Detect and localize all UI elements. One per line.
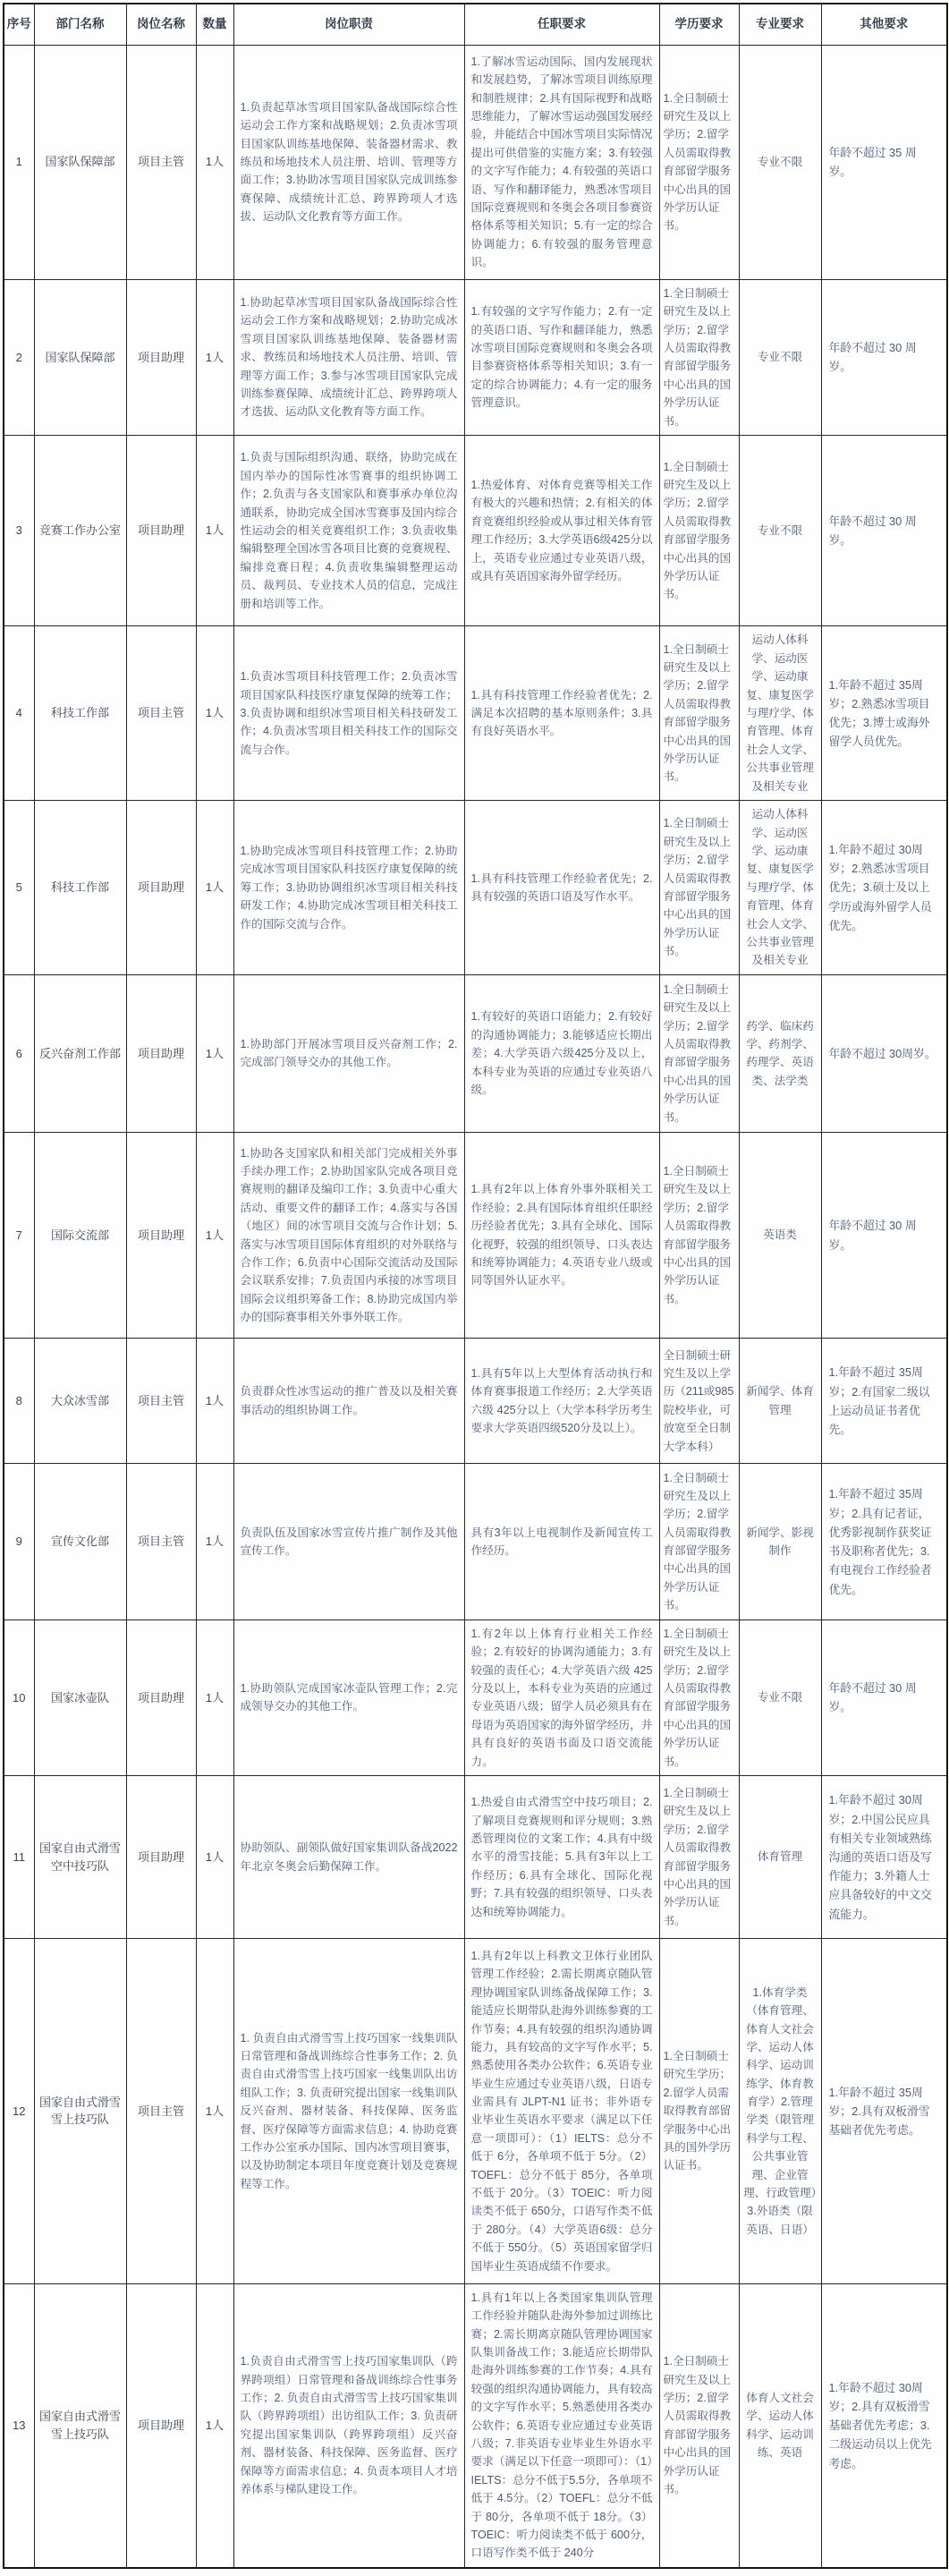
requirements-cell: 1.有较好的英语口语能力；2.有较好的沟通协调能力；3.能够适应长期出差；4.大学英语六级425分及以上，本科专业为英语的应通过专业英语八级。 — [464, 974, 659, 1132]
serial-cell: 5 — [4, 801, 34, 975]
department-cell: 竞赛工作办公室 — [34, 436, 126, 626]
education-cell: 1.全日制硕士研究生及以上学历；2.留学人员需取得教育部留学服务中心出具的国外学历认证书。 — [659, 436, 739, 626]
requirements-cell: 1.具有2年以上科教文卫体行业团队管理工作经验；2.需长期离京随队管理协调国家队训练备战保障工作；3.能适应长期带队赴海外训练参赛的工作节奏；4.具有较强的组织沟通协调能力，具有较高的文字写作水平；5.熟悉使用各类办公软件；6.英语专业毕业生应通过专业英语八级，日语专业需具有 JLPT-N1 证书；非外语专业毕业生英语水平要求（满足以下任意一项即可）：（1）IELTS：总分不低于 6分，各单项不低于 5分。（2）TOEFL：总分不低于 85分，各单项不低于 20分。（3）TOEIC：听力阅读类不低于 650分，口语写作类不低于 280分。（4）大学英语6级：总分不低于 550分。（5）英语国家留学归国毕业生英语成绩不作要求。 — [464, 1939, 659, 2283]
major-cell: 专业不限 — [739, 1620, 821, 1775]
major-cell: 英语类 — [739, 1133, 821, 1339]
requirements-cell: 1.热爱体育、对体育竞赛等相关工作有极大的兴趣和热情；2.有相关的体育竞赛组织经验或从事过相关体育管理工作经历；3.大学英语6级425分以上，英语专业应通过专业英语八级，或具有英语国家海外留学经历。 — [464, 436, 659, 626]
other-cell: 年龄不超过 35 周岁。 — [821, 45, 947, 279]
education-cell: 1.全日制硕士研究生及以上学历；2.留学人员需取得教育部留学服务中心出具的国外学历认证书。 — [659, 2283, 739, 2568]
other-cell: 年龄不超过 30周岁。 — [821, 974, 947, 1132]
department-cell: 国家自由式滑雪雪上技巧队 — [34, 2283, 126, 2568]
header-count: 数量 — [196, 4, 233, 45]
serial-cell: 10 — [4, 1620, 34, 1775]
duties-cell: 协助领队、副领队做好国家集训队备战2022年北京冬奥会后勤保障工作。 — [233, 1776, 464, 1939]
major-cell: 专业不限 — [739, 436, 821, 626]
count-cell: 1人 — [196, 974, 233, 1132]
count-cell: 1人 — [196, 279, 233, 435]
serial-cell: 9 — [4, 1464, 34, 1620]
header-department: 部门名称 — [34, 4, 126, 45]
serial-cell: 8 — [4, 1339, 34, 1464]
department-cell: 国际交流部 — [34, 1133, 126, 1339]
requirements-cell: 1.具有1年以上各类国家集训队管理工作经验并随队赴海外参加过训练比赛；2.需长期离京随队管理协调国家队集训备战工作；3.能适应长期带队赴海外训练参赛的工作节奏；4.具有较强的组织沟通协调能力，具有较高的文字写作水平；5.熟悉使用各类办公软件；6.英语专业应通过专业英语八级；7.非英语专业毕业生外语水平要求（满足以下任意一项即可）：（1）IELTS：总分不低于5.5分，各单项不低于 4.5分。（2）TOEFL：总分不低于 80分，各单项不低于 18分。（3）TOEIC：听力阅读类不低于 600分，口语写作类不低于 240分 — [464, 2283, 659, 2568]
major-cell: 药学、临床药学、药剂学、药理学、英语类、法学类 — [739, 974, 821, 1132]
count-cell: 1人 — [196, 2283, 233, 2568]
table-row — [4, 436, 947, 626]
position-cell: 项目主管 — [126, 626, 196, 801]
department-cell: 反兴奋剂工作部 — [34, 974, 126, 1132]
table-row — [4, 626, 947, 801]
duties-cell: 1.负责自由式滑雪雪上技巧国家集训队（跨界跨项组）日常管理和备战训练综合性事务工作；2. 负责自由式滑雪雪上技巧国家集训队（跨界跨项组）出访组队工作；3. 负责研究提出国家集训队（跨界跨项组）反兴奋剂、器材装备、科技保障、医务监督、医疗保障等方面需求信息；4. 负责本项目人才培养体系与梯队建设工作。 — [233, 2283, 464, 2568]
department-cell: 国家队保障部 — [34, 45, 126, 279]
count-cell: 1人 — [196, 626, 233, 801]
position-cell: 项目助理 — [126, 1133, 196, 1339]
header-serial: 序号 — [4, 4, 34, 45]
duties-cell: 1. 负责自由式滑雪雪上技巧国家一线集训队日常管理和备战训练综合性事务工作；2. 负责自由式滑雪雪上技巧国家一线集训队出访组队工作；3. 负责研究提出国家一线集训队反兴奋剂、器材装备、科技保障、医务监督、医疗保障等方面需求信息；4. 协助竞赛工作办公室承办国际、国内冰雪项目赛事，以及协助制定本项目年度竞赛计划及竞赛规程等工作。 — [233, 1939, 464, 2283]
table-body — [4, 45, 947, 2568]
department-cell: 国家冰壶队 — [34, 1620, 126, 1775]
duties-cell: 负责队伍及国家冰雪宣传片推广制作及其他宣传工作。 — [233, 1464, 464, 1620]
major-cell: 新闻学、影视制作 — [739, 1464, 821, 1620]
education-cell: 1.全日制硕士研究生及以上学历；2.留学人员需取得教育部留学服务中心出具的国外学历认证书。 — [659, 279, 739, 435]
other-cell: 1.年龄不超过 35周岁；2.有国家二级以上运动员证书者优先。 — [821, 1339, 947, 1464]
department-cell: 大众冰雪部 — [34, 1339, 126, 1464]
header-requirements: 任职要求 — [464, 4, 659, 45]
table-row — [4, 1939, 947, 2283]
count-cell: 1人 — [196, 1339, 233, 1464]
education-cell: 1.全日制硕士研究生及以上学历；2.留学人员需取得教育部留学服务中心出具的国外学历认证书。 — [659, 1133, 739, 1339]
education-cell: 1.全日制硕士研究生及以上学历；2.留学人员需取得教育部留学服务中心出具的国外学历认证书。 — [659, 801, 739, 975]
education-cell: 1.全日制硕士研究生及以上学历；2.留学人员需取得教育部留学服务中心出具的国外学历认证书。 — [659, 1620, 739, 1775]
other-cell: 1.年龄不超过 35周岁；2.熟悉冰雪项目优先；3.博士或海外留学人员优先。 — [821, 626, 947, 801]
header-major: 专业要求 — [739, 4, 821, 45]
major-cell: 专业不限 — [739, 45, 821, 279]
serial-cell: 13 — [4, 2283, 34, 2568]
count-cell: 1人 — [196, 1620, 233, 1775]
requirements-cell: 具有3年以上电视制作及新闻宣传工作经历。 — [464, 1464, 659, 1620]
table-row — [4, 974, 947, 1132]
education-cell: 1.全日制硕士研究生及以上学历；2.留学人员需取得教育部留学服务中心出具的国外学历认证书。 — [659, 1776, 739, 1939]
major-cell: 运动人体科学、运动医学、运动康复、康复医学与理疗学、体育管理、体育社会人文学、公共事业管理及相关专业 — [739, 626, 821, 801]
position-cell: 项目主管 — [126, 1339, 196, 1464]
table-row — [4, 1776, 947, 1939]
duties-cell: 1.负责冰雪项目科技管理工作；2.负责冰雪项目国家队科技医疗康复保障的统筹工作；3.负责协调和组织冰雪项目相关科技研发工作；4.负责冰雪项目相关科技工作的国际交流与合作。 — [233, 626, 464, 801]
table-row — [4, 1620, 947, 1775]
education-cell: 全日制硕士研究生及以上学历（211或985院校毕业，可放宽至全日制大学本科） — [659, 1339, 739, 1464]
header-duties: 岗位职责 — [233, 4, 464, 45]
other-cell: 年龄不超过 30 周岁。 — [821, 1620, 947, 1775]
count-cell: 1人 — [196, 1464, 233, 1620]
table-row — [4, 1133, 947, 1339]
other-cell: 1.年龄不超过 30周岁；2.熟悉冰雪项目优先；3.硕士及以上学历或海外留学人员优先。 — [821, 801, 947, 975]
recruitment-table — [3, 3, 948, 2569]
other-cell: 1.年龄不超过 30周岁；2.具有双板滑雪基础者优先考虑；3.二级运动员以上优先考虑。 — [821, 2283, 947, 2568]
other-cell: 年龄不超过 30 周岁。 — [821, 1133, 947, 1339]
department-cell: 国家队保障部 — [34, 279, 126, 435]
requirements-cell: 1.具有5年以上大型体育活动执行和体育赛事报道工作经历；2.大学英语六级 425分以上（大学本科学历考生要求大学英语四级520分及以上）。 — [464, 1339, 659, 1464]
header-row — [4, 4, 947, 45]
serial-cell: 3 — [4, 436, 34, 626]
count-cell: 1人 — [196, 1133, 233, 1339]
education-cell: 1.全日制硕士研究生及以上学历；2.留学人员需取得教育部留学服务中心出具的国外学历认证书。 — [659, 45, 739, 279]
table-row — [4, 801, 947, 975]
position-cell: 项目主管 — [126, 1939, 196, 2283]
count-cell: 1人 — [196, 801, 233, 975]
major-cell: 运动人体科学、运动医学、运动康复、康复医学与理疗学、体育管理、体育社会人文学、公共事业管理及相关专业 — [739, 801, 821, 975]
major-cell: 体育人文社会学、运动人体科学、运动训练、英语 — [739, 2283, 821, 2568]
other-cell: 1.年龄不超过 35周岁；2.具有记者证，优秀影视制作获奖证书及职称者优先；3.有电视台工作经验者优先。 — [821, 1464, 947, 1620]
education-cell: 1.全日制硕士研究生及以上学历；2.留学人员需取得教育部留学服务中心出具的国外学历认证书。 — [659, 974, 739, 1132]
position-cell: 项目助理 — [126, 436, 196, 626]
education-cell: 1.全日制硕士研究生及以上学历；2.留学人员需取得教育部留学服务中心出具的国外学历认证书。 — [659, 626, 739, 801]
major-cell: 专业不限 — [739, 279, 821, 435]
serial-cell: 6 — [4, 974, 34, 1132]
serial-cell: 7 — [4, 1133, 34, 1339]
other-cell: 年龄不超过 30 周岁。 — [821, 436, 947, 626]
department-cell: 科技工作部 — [34, 626, 126, 801]
duties-cell: 1.负责起草冰雪项目国家队备战国际综合性运动会工作方案和战略规划；2.负责冰雪项目国家队训练基地保障、装备器材需求、教练员和场地技术人员注册、培训、管理等方面工作；3.协助冰雪项目国家队完成训练参赛保障、成绩统计汇总、跨界跨项人才选拔、运动队文化教育等方面工作。 — [233, 45, 464, 279]
department-cell: 科技工作部 — [34, 801, 126, 975]
table-row — [4, 45, 947, 279]
count-cell: 1人 — [196, 436, 233, 626]
header-education: 学历要求 — [659, 4, 739, 45]
table-row — [4, 2283, 947, 2568]
requirements-cell: 1.具有科技管理工作经验者优先；2.具有较强的英语口语及写作水平。 — [464, 801, 659, 975]
requirements-cell: 1.具有2年以上体育外事外联相关工作经验；2.具有国际体育组织任职经历经验者优先；3.具有全球化、国际化视野，较强的组织领导、口头表达和统筹协调能力；4.英语专业八级或同等国外认证水平。 — [464, 1133, 659, 1339]
department-cell: 宣传文化部 — [34, 1464, 126, 1620]
count-cell: 1人 — [196, 45, 233, 279]
duties-cell: 1.协助完成冰雪项目科技管理工作；2.协助完成冰雪项目国家队科技医疗康复保障的统筹工作；3.协助协调组织冰雪项目相关科技研发工作；4.协助完成冰雪项目相关科技工作的国际交流与合作。 — [233, 801, 464, 975]
position-cell: 项目助理 — [126, 801, 196, 975]
major-cell: 体育管理 — [739, 1776, 821, 1939]
position-cell: 项目助理 — [126, 279, 196, 435]
serial-cell: 4 — [4, 626, 34, 801]
serial-cell: 1 — [4, 45, 34, 279]
other-cell: 1.年龄不超过 30周岁；2.中国公民应具有相关专业领域熟练沟通的英语口语及写作能力；3.外籍人士应具备较好的中文交流能力。 — [821, 1776, 947, 1939]
duties-cell: 1.协助起草冰雪项目国家队备战国际综合性运动会工作方案和战略规划；2.协助完成冰雪项目国家队训练基地保障、装备器材需求、教练员和场地技术人员注册、培训、管理等方面工作；3.参与冰雪项目国家队完成训练参赛保障、成绩统计汇总、跨界跨项人才选拔、运动队文化教育等方面工作。 — [233, 279, 464, 435]
duties-cell: 1.协助领队完成国家冰壶队管理工作；2.完成领导交办的其他工作。 — [233, 1620, 464, 1775]
count-cell: 1人 — [196, 1776, 233, 1939]
requirements-cell: 1.热爱自由式滑雪空中技巧项目；2.了解项目竞赛规则和评分规则；3.熟悉管理岗位的文案工作；4.具有中级水平的滑雪技能；5.具有3年以上工作经历；6.具有全球化、国际化视野；7.具有较强的组织领导、口头表达和统筹协调能力。 — [464, 1776, 659, 1939]
duties-cell: 1.协助各支国家队和相关部门完成相关外事手续办理工作；2.协助国家队完成各项目竞赛规则的翻译及编印工作；3.负责中心重大活动、重要文件的翻译工作；4.落实与各国（地区）间的冰雪项目交流与合作计划；5.落实与冰雪项目国际体育组织的对外联络与合作工作；6.负责中心国际交流活动及国际会议联系安排；7.负责国内承接的冰雪项目国际会议组织筹备工作；8.协助完成国内举办的国际赛事相关外事外联工作。 — [233, 1133, 464, 1339]
position-cell: 项目助理 — [126, 1620, 196, 1775]
serial-cell: 11 — [4, 1776, 34, 1939]
serial-cell: 2 — [4, 279, 34, 435]
duties-cell: 1.协助部门开展冰雪项目反兴奋剂工作；2.完成部门领导交办的其他工作。 — [233, 974, 464, 1132]
major-cell: 1.体育学类（体育管理、体育人文社会学、运动人体科学、运动训练学、体育教育学）2.管理学类（限管理科学与工程、公共事业管理、企业管理、行政管理）3.外语类（限英语、日语） — [739, 1939, 821, 2283]
requirements-cell: 1.具有科技管理工作经验者优先；2.满足本次招聘的基本原则条件；3.具有良好英语水平。 — [464, 626, 659, 801]
position-cell: 项目主管 — [126, 1464, 196, 1620]
position-cell: 项目助理 — [126, 2283, 196, 2568]
department-cell: 国家自由式滑雪空中技巧队 — [34, 1776, 126, 1939]
department-cell: 国家自由式滑雪雪上技巧队 — [34, 1939, 126, 2283]
header-position: 岗位名称 — [126, 4, 196, 45]
requirements-cell: 1.有2年以上体育行业相关工作经验；2.有较好的协调沟通能力；3.有较强的责任心；4.大学英语六级 425分及以上，本科专业为英语的应通过专业英语八级；留学人员必须具有在母语为英语国家的海外留学经历，并具有良好的英语书面及口语交流能力。 — [464, 1620, 659, 1775]
duties-cell: 负责群众性冰雪运动的推广普及以及相关赛事活动的组织协调工作。 — [233, 1339, 464, 1464]
requirements-cell: 1.了解冰雪运动国际、国内发展现状和发展趋势，了解冰雪项目训练原理和制胜规律；2.具有国际视野和战略思维能力，了解冰雪运动强国发展经验，并能结合中国冰雪项目实际情况提出可供借鉴的实施方案；3.有较强的文字写作能力；4.有较强的英语口语、写作和翻译能力，熟悉冰雪项目国际竞赛规则和冬奥会各项目参赛资格体系等相关知识；5.有一定的综合协调能力；6.有较强的服务管理意识。 — [464, 45, 659, 279]
other-cell: 年龄不超过 30 周岁。 — [821, 279, 947, 435]
header-other: 其他要求 — [821, 4, 947, 45]
count-cell: 1人 — [196, 1939, 233, 2283]
table-row — [4, 1464, 947, 1620]
position-cell: 项目助理 — [126, 974, 196, 1132]
major-cell: 新闻学、体育管理 — [739, 1339, 821, 1464]
requirements-cell: 1.有较强的文字写作能力；2.有一定的英语口语、写作和翻译能力，熟悉冰雪项目国际竞赛规则和冬奥会各项目参赛资格体系等相关知识；3.有一定的综合协调能力；4.有一定的服务管理意识。 — [464, 279, 659, 435]
table-row — [4, 1339, 947, 1464]
serial-cell: 12 — [4, 1939, 34, 2283]
duties-cell: 1.负责与国际组织沟通、联络，协助完成在国内举办的国际性冰雪赛事的组织协调工作；2.负责与各支国家队和赛事承办单位沟通联系，协助完成全国冰雪赛事及国内综合性运动会的相关竞赛组织工作；3.负责收集编辑整理全国冰雪各项目比赛的竞赛规程、编排竞赛日程；4.负责收集编辑整理运动员、裁判员、专业技术人员的信息，完成注册和培训等工作。 — [233, 436, 464, 626]
position-cell: 项目主管 — [126, 45, 196, 279]
table-row — [4, 279, 947, 435]
education-cell: 1.全日制硕士研究生及以上学历；2.留学人员需取得教育部留学服务中心出具的国外学历认证书。 — [659, 1464, 739, 1620]
education-cell: 1.全日制硕士研究生学历；2.留学人员需取得教育部留学服务中心出具的国外学历认证书。 — [659, 1939, 739, 2283]
position-cell: 项目助理 — [126, 1776, 196, 1939]
other-cell: 1.年龄不超过 35周岁；2.具有双板滑雪基础者优先考虑。 — [821, 1939, 947, 2283]
